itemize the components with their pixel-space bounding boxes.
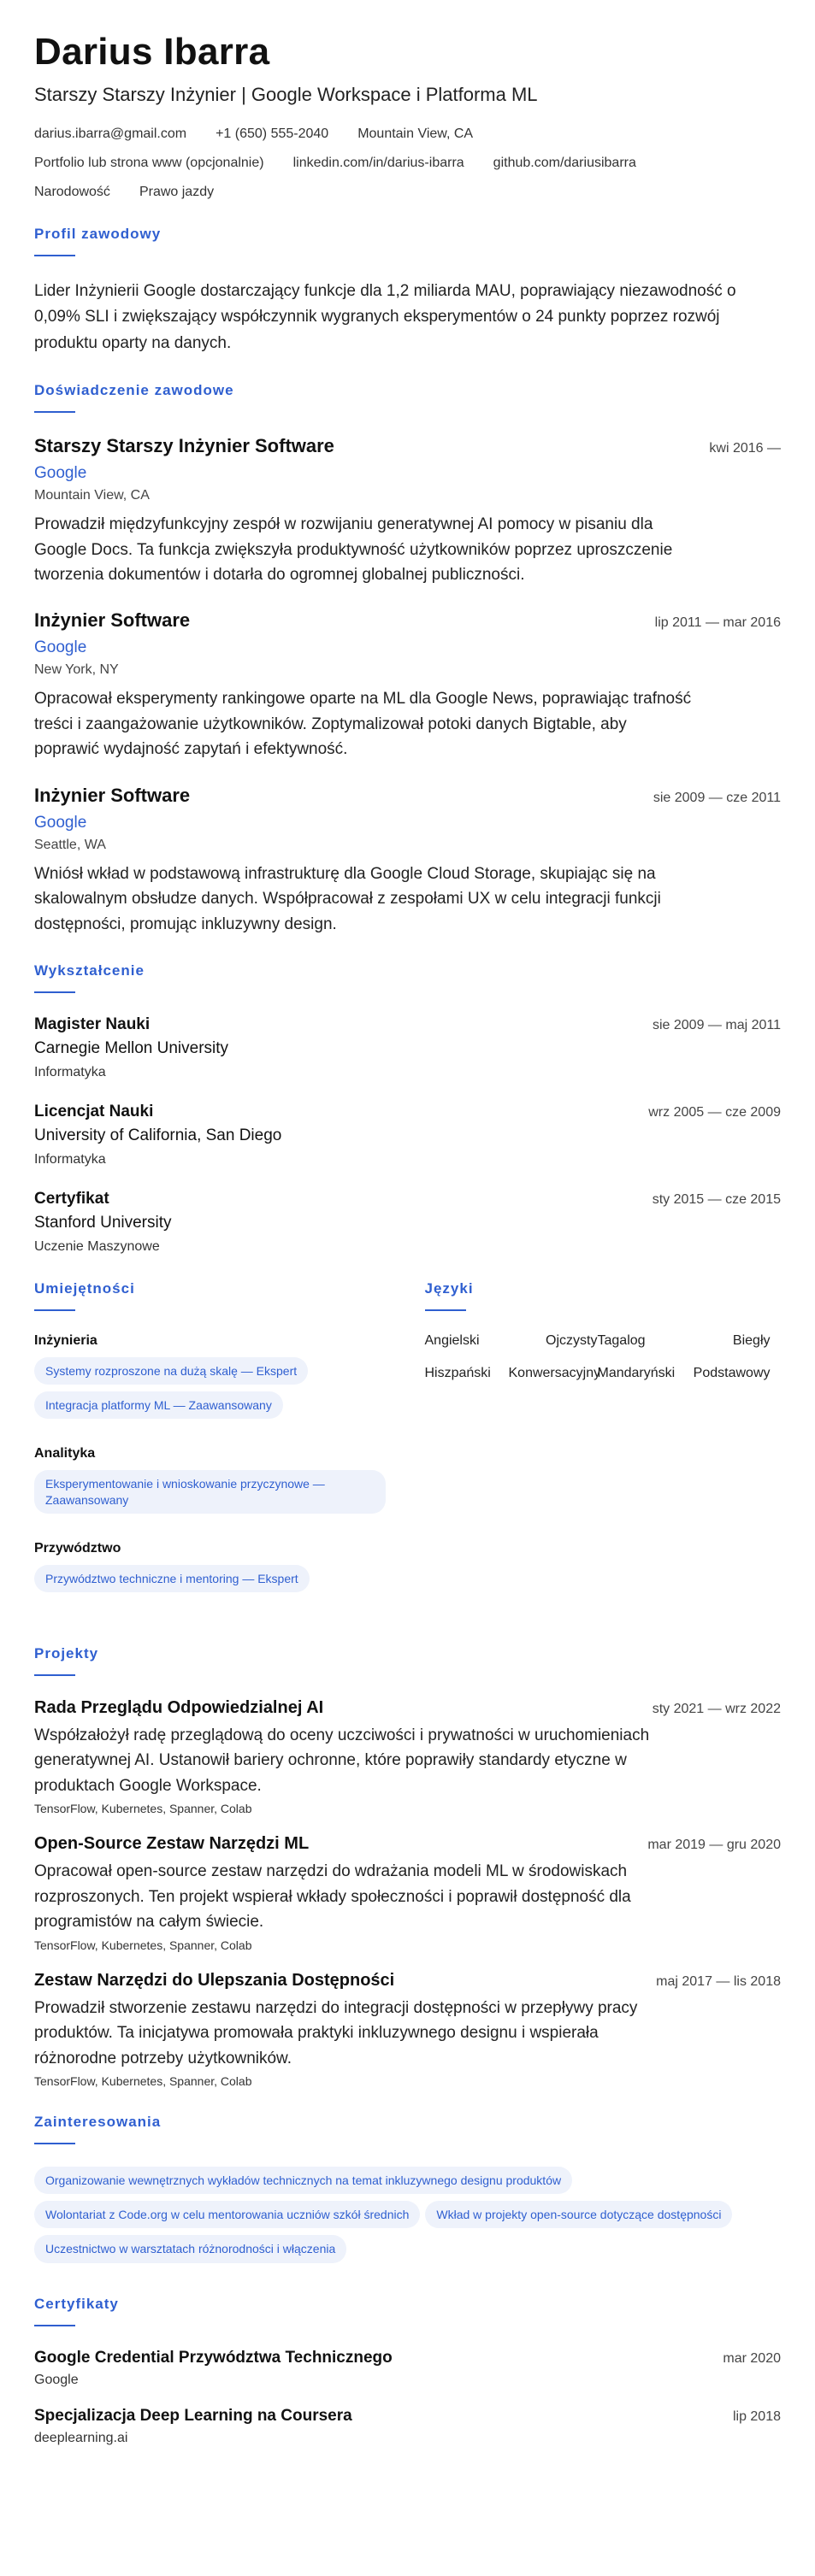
education-degree: Licencjat Nauki <box>34 1103 154 1121</box>
contact-row <box>34 185 781 200</box>
section-title: Profil zawodowy <box>34 226 162 242</box>
project-tech: TensorFlow, Kubernetes, Spanner, Colab <box>34 2073 252 2088</box>
certification-date: mar 2020 <box>723 2350 781 2366</box>
education-degree: Certyfikat <box>34 1190 109 1209</box>
certification-date: lip 2018 <box>732 2408 781 2424</box>
contact-row <box>34 126 781 142</box>
contact-linkedin[interactable]: linkedin.com/in/darius-ibarra <box>292 156 464 170</box>
project-title: Zestaw Narzędzi do Ulepszania Dostępności <box>34 1970 395 1990</box>
project-title: Open-Source Zestaw Narzędzi ML <box>34 1834 310 1854</box>
language-name: Angielski <box>424 1333 480 1349</box>
job-title: Starszy Starszy Inżynier Software <box>34 435 334 457</box>
project-description: Prowadził stworzenie zestawu narzędzi do integracji dostępności w przepływy pracy produktów. Ta inicjatywa promowała praktyki inkluzywnego designu i wspierała różnorodne potrzeby użytkowników. <box>34 1998 638 2067</box>
skill-category: Analityka <box>34 1446 96 1461</box>
skill-tag: Integracja platformy ML — Zaawansowany <box>34 1391 283 1419</box>
contact-email[interactable]: darius.ibarra@gmail.com <box>34 126 187 141</box>
education-field: Uczenie Maszynowe <box>34 1239 160 1255</box>
skill-group <box>34 1541 391 1599</box>
section-divider <box>34 255 75 256</box>
profile-section <box>34 226 781 356</box>
education-date: sty 2015 — cze 2015 <box>652 1192 781 1208</box>
language-name: Hiszpański <box>424 1366 491 1381</box>
section-divider <box>34 1674 75 1676</box>
education-section <box>34 962 781 1255</box>
job-location: New York, NY <box>34 662 119 678</box>
certification-issuer: Google <box>34 2372 79 2387</box>
section-title: Zainteresowania <box>34 2113 162 2130</box>
education-degree: Magister Nauki <box>34 1015 151 1034</box>
contact-driving-license: Prawo jazdy <box>139 185 215 199</box>
job-company: Google <box>34 638 87 657</box>
section-divider <box>34 1309 75 1311</box>
job-entry <box>34 609 781 762</box>
education-school: Stanford University <box>34 1214 172 1232</box>
section-divider <box>34 2143 75 2144</box>
contact-location: Mountain View, CA <box>357 126 474 141</box>
education-entry <box>34 1190 781 1255</box>
certification-name: Specjalizacja Deep Learning na Coursera <box>34 2406 352 2425</box>
education-date: wrz 2005 — cze 2009 <box>648 1105 781 1120</box>
language-level: Konwersacyjny <box>508 1366 601 1381</box>
language-name: Mandaryński <box>597 1366 676 1381</box>
project-entry <box>34 1834 781 1951</box>
education-field: Informatyka <box>34 1152 106 1167</box>
certification-entry <box>34 2407 781 2446</box>
contact-phone[interactable]: +1 (650) 555-2040 <box>216 126 329 141</box>
job-date: lip 2011 — mar 2016 <box>654 615 781 631</box>
job-company: Google <box>34 813 87 832</box>
certification-name: Google Credential Przywództwa Technicznego <box>34 2348 393 2367</box>
section-divider <box>34 991 75 993</box>
education-entry <box>34 1103 781 1167</box>
job-title: Inżynier Software <box>34 784 191 806</box>
certification-issuer: deeplearning.ai <box>34 2430 128 2445</box>
job-entry <box>34 435 781 587</box>
project-date: maj 2017 — lis 2018 <box>656 1973 781 1989</box>
job-location: Seattle, WA <box>34 837 106 852</box>
skill-tag: Eksperymentowanie i wnioskowanie przyczynowe — Zaawansowany <box>34 1470 386 1513</box>
skill-category: Przywództwo <box>34 1540 121 1556</box>
section-divider <box>34 2325 75 2326</box>
education-date: sie 2009 — maj 2011 <box>652 1018 781 1033</box>
interest-tag: Wkład w projekty open-source dotyczące dostępności <box>425 2201 732 2228</box>
certification-entry <box>34 2349 781 2388</box>
project-description: Współzałożył radę przeglądową do oceny uczciwości i prywatności w uruchomieniach generatywnej AI. Ustanowił bariery ochronne, które poprawiły standardy etyczne w produktach Google Workspace. <box>34 1726 650 1795</box>
skill-category: Inżynieria <box>34 1333 97 1349</box>
education-field: Informatyka <box>34 1065 106 1080</box>
contact-row <box>34 156 781 171</box>
section-divider <box>34 411 75 413</box>
interests-list <box>34 2167 781 2270</box>
interest-tag: Wolontariat z Code.org w celu mentorowania uczniów szkół średnich <box>34 2201 420 2228</box>
candidate-name: Darius Ibarra <box>34 31 270 73</box>
languages-section <box>425 1280 782 1620</box>
project-date: sty 2021 — wrz 2022 <box>652 1702 781 1717</box>
contact-portfolio[interactable]: Portfolio lub strona www (opcjonalnie) <box>34 156 264 170</box>
job-description: Opracował eksperymenty rankingowe oparte na ML dla Google News, poprawiając trafność treści i zaangażowanie użytkowników. Zoptymalizował potoki danych Bigtable, aby poprawić wydajność zapytań i efektywność. <box>34 690 692 759</box>
skill-group <box>34 1446 391 1520</box>
interest-tag: Organizowanie wewnętrznych wykładów technicznych na temat inkluzywnego designu produktów <box>34 2167 572 2194</box>
language-name: Tagalog <box>597 1333 646 1349</box>
section-title: Języki <box>424 1280 474 1297</box>
contact-nationality: Narodowość <box>34 185 110 199</box>
candidate-subtitle: Starszy Starszy Inżynier | Google Workspace i Platforma ML <box>34 84 538 105</box>
section-title: Umiejętności <box>34 1280 135 1297</box>
job-entry <box>34 785 781 937</box>
certifications-section <box>34 2296 781 2446</box>
job-description: Wniósł wkład w podstawową infrastrukturę dla Google Cloud Storage, skupiając się na skalowalnym obsłudze danych. Współpracował z zespołami UX w celu integracji funkcji dostępności, promując inkluzywny design. <box>34 864 661 933</box>
profile-text: Lider Inżynierii Google dostarczający funkcje dla 1,2 miliarda MAU, poprawiający niezawodność o 0,09% SLI i zwiększający współczynnik wygranych eksperymentów o 24 punkty poprzez rozwój produktu oparty na danych. <box>34 282 736 352</box>
project-entry <box>34 1698 781 1815</box>
skill-tag: Przywództwo techniczne i mentoring — Ekspert <box>34 1565 310 1592</box>
job-title: Inżynier Software <box>34 609 191 632</box>
experience-section <box>34 382 781 937</box>
language-level: Ojczysty <box>546 1333 598 1349</box>
section-title: Doświadczenie zawodowe <box>34 382 234 399</box>
project-tech: TensorFlow, Kubernetes, Spanner, Colab <box>34 1802 252 1816</box>
education-school: Carnegie Mellon University <box>34 1039 229 1058</box>
language-level: Biegły <box>732 1333 771 1349</box>
contact-github[interactable]: github.com/dariusibarra <box>493 156 636 170</box>
section-title: Certyfikaty <box>34 2295 119 2312</box>
job-description: Prowadził międzyfunkcyjny zespół w rozwijaniu generatywnej AI pomocy w pisaniu dla Google Docs. Ta funkcja zwiększyła produktywność użytkowników poprzez uproszczenie tworzenia dokumentów i dotarła do ogromnej globalnej publiczności. <box>34 515 673 585</box>
skills-languages-row <box>34 1280 781 1620</box>
project-entry <box>34 1971 781 2088</box>
job-date: sie 2009 — cze 2011 <box>653 790 781 805</box>
project-tech: TensorFlow, Kubernetes, Spanner, Colab <box>34 1938 252 1952</box>
section-title: Projekty <box>34 1645 99 1662</box>
interest-tag: Uczestnictwo w warsztatach różnorodności i włączenia <box>34 2235 346 2262</box>
interests-section <box>34 2114 781 2270</box>
project-title: Rada Przeglądu Odpowiedzialnej AI <box>34 1698 324 1718</box>
education-school: University of California, San Diego <box>34 1126 282 1145</box>
project-date: mar 2019 — gru 2020 <box>647 1838 781 1853</box>
skill-tag: Systemy rozproszone na dużą skalę — Ekspert <box>34 1357 308 1385</box>
project-description: Opracował open-source zestaw narzędzi do wdrażania modeli ML w środowiskach rozproszonych. Ten projekt wspierał wkłady społeczności i poprawił dostępność dla programistów na całym świecie. <box>34 1862 631 1932</box>
education-entry <box>34 1015 781 1080</box>
job-location: Mountain View, CA <box>34 488 150 503</box>
skills-section <box>34 1280 391 1620</box>
languages-table <box>425 1333 782 1381</box>
skill-group <box>34 1333 391 1426</box>
job-date: kwi 2016 — <box>709 441 781 456</box>
section-title: Wykształcenie <box>34 962 145 979</box>
language-level: Podstawowy <box>693 1366 771 1381</box>
projects-section <box>34 1645 781 2088</box>
section-divider <box>425 1309 466 1311</box>
job-company: Google <box>34 464 87 483</box>
